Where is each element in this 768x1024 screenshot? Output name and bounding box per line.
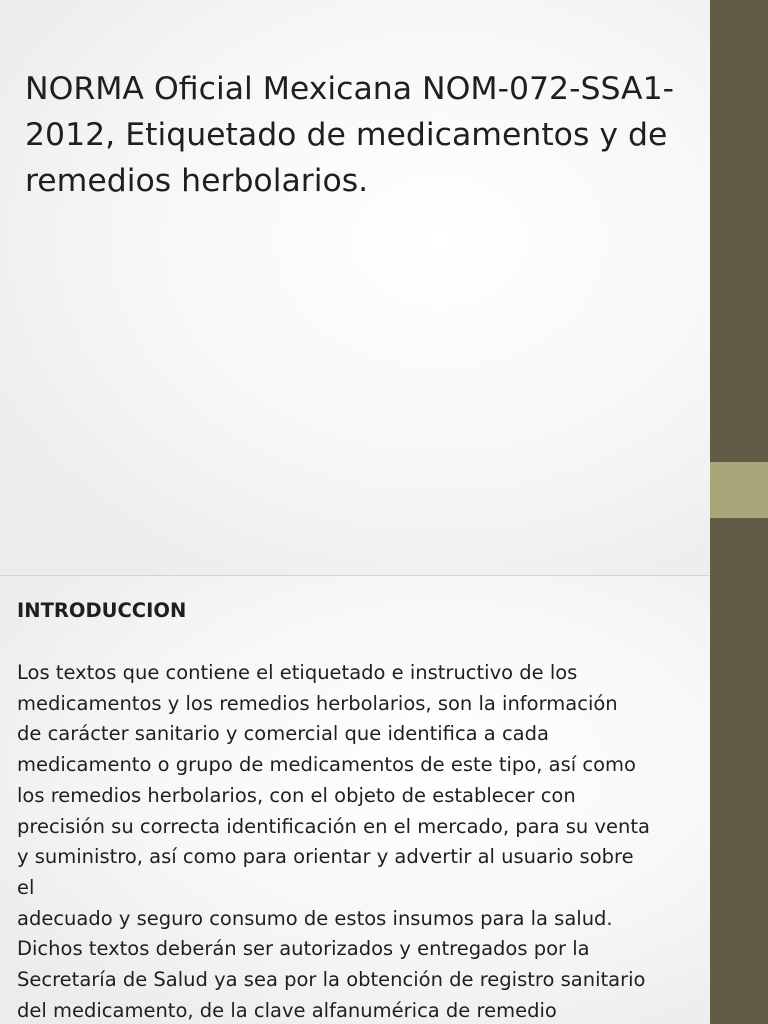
body-text [17, 658, 697, 1024]
body-line: el [17, 875, 35, 899]
body-line: los remedios herbolarios, con el objeto de establecer con [17, 783, 576, 807]
side-bar-accent [710, 462, 768, 518]
body-line: del medicamento, de la clave alfanumérica de remedio [17, 998, 557, 1022]
slide-title [25, 66, 685, 204]
side-bar [710, 0, 768, 462]
side-bar [710, 518, 768, 1024]
body-line: Dichos textos deberán ser autorizados y entregados por la [17, 937, 590, 961]
body-line: precisión su correcta identificación en el mercado, para su venta [17, 814, 650, 838]
slide-title-line: NORMA Oficial Mexicana NOM-072-SSA1- [25, 71, 674, 107]
slide-title-line: 2012, Etiquetado de medicamentos y de [25, 117, 668, 153]
body-line: de carácter sanitario y comercial que identifica a cada [17, 722, 549, 746]
body-line: medicamentos y los remedios herbolarios, son la información [17, 691, 618, 715]
body-line: Secretaría de Salud ya sea por la obtención de registro sanitario [17, 968, 646, 992]
section-heading: INTRODUCCION [17, 599, 187, 622]
body-line: y suministro, así como para orientar y advertir al usuario sobre [17, 845, 634, 869]
body-line: medicamento o grupo de medicamentos de este tipo, así como [17, 753, 636, 777]
body-line: adecuado y seguro consumo de estos insumos para la salud. [17, 906, 613, 930]
slide-title-line: remedios herbolarios. [25, 163, 369, 199]
slide-2 [0, 576, 710, 1024]
body-line: Los textos que contiene el etiquetado e instructivo de los [17, 661, 578, 684]
